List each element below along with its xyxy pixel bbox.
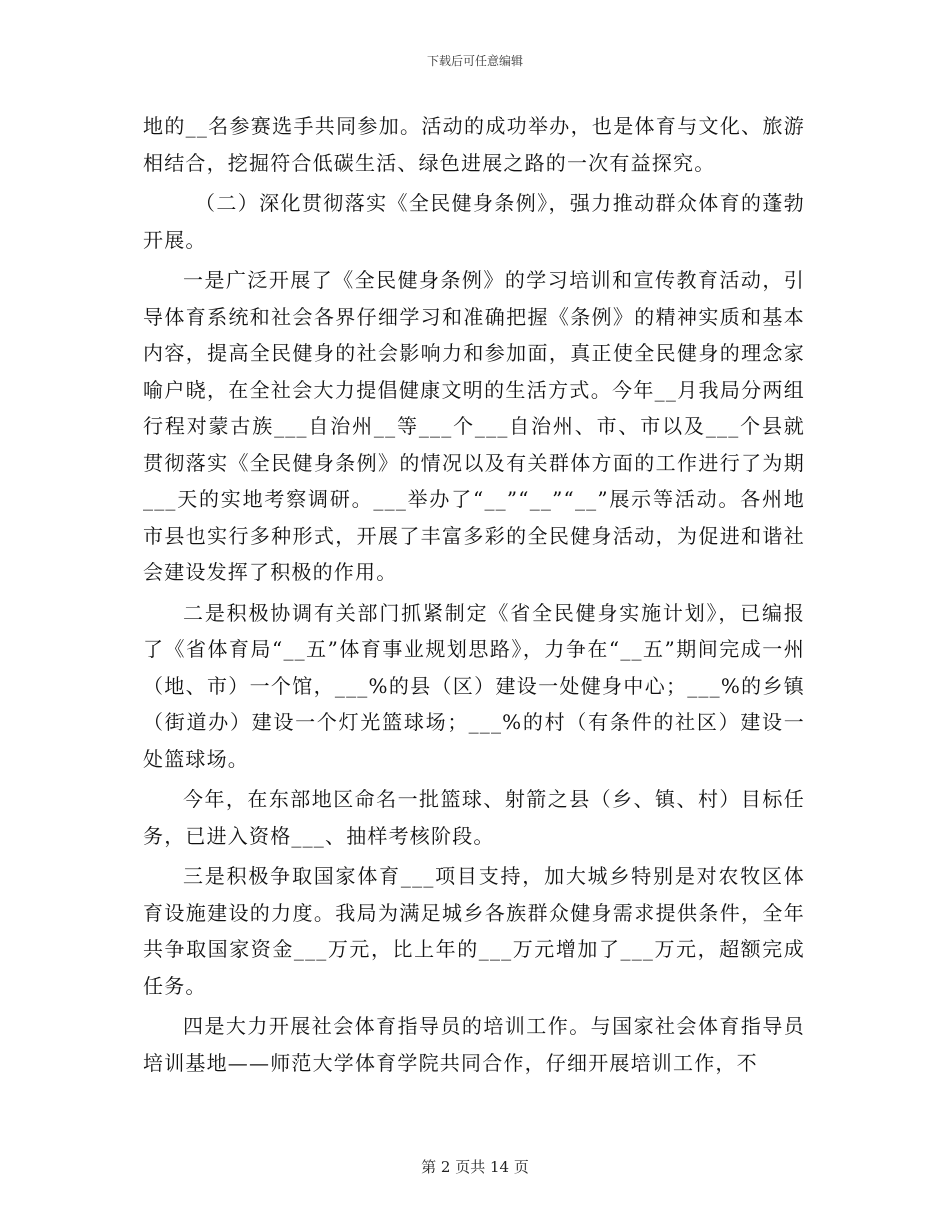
section-heading: （二）深化贯彻落实《全民健身条例》，强力推动群众体育的蓬勃开展。 <box>143 191 805 252</box>
paragraph-item-two: 二是积极协调有关部门抓紧制定《省全民健身实施计划》，已编报了《省体育局“__五”体育事业规划思路》，力争在“__五”期间完成一州（地、市）一个馆，___%的县（区）建设一处健身中心；___%的乡镇（街道办）建设一个灯光篮球场；___%的村（有条件的社区）建设一处篮球场。 <box>143 600 805 771</box>
paragraph-this-year: 今年，在东部地区命名一批篮球、射箭之县（乡、镇、村）目标任务，已进入资格___、抽样考核阶段。 <box>143 787 805 848</box>
paragraph-item-four: 四是大力开展社会体育指导员的培训工作。与国家社会体育指导员培训基地——师范大学体育学院共同合作，仔细开展培训工作，不 <box>143 1014 805 1075</box>
paragraph-item-three: 三是积极争取国家体育___项目支持，加大城乡特别是对农牧区体育设施建设的力度。我局为满足城乡各族群众健身需求提供条件，全年共争取国家资金___万元，比上年的___万元增加了___万元，超额完成任务。 <box>143 864 805 998</box>
paragraph-item-one: 一是广泛开展了《全民健身条例》的学习培训和宣传教育活动，引导体育系统和社会各界仔细学习和准确把握《条例》的精神实质和基本内容，提高全民健身的社会影响力和参加面，真正使全民健身的理念家喻户晓，在全社会大力提倡健康文明的生活方式。今年__月我局分两组行程对蒙古族___自治州__等___个___自治州、市、市以及___个县就贯彻落实《全民健身条例》的情况以及有关群体方面的工作进行了为期___天的实地考察调研。___举办了“__”“__”“__”展示等活动。各州地市县也实行多种形式，开展了丰富多彩的全民健身活动，为促进和谐社会建设发挥了积极的作用。 <box>143 268 805 584</box>
page-footer: 第 2 页共 14 页 <box>421 1158 529 1176</box>
paragraph-continuation: 地的__名参赛选手共同参加。活动的成功举办，也是体育与文化、旅游相结合，挖掘符合低碳生活、绿色进展之路的一次有益探究。 <box>143 114 805 175</box>
page-header: 下载后可任意编辑 <box>426 54 523 68</box>
document-body <box>143 108 805 1085</box>
